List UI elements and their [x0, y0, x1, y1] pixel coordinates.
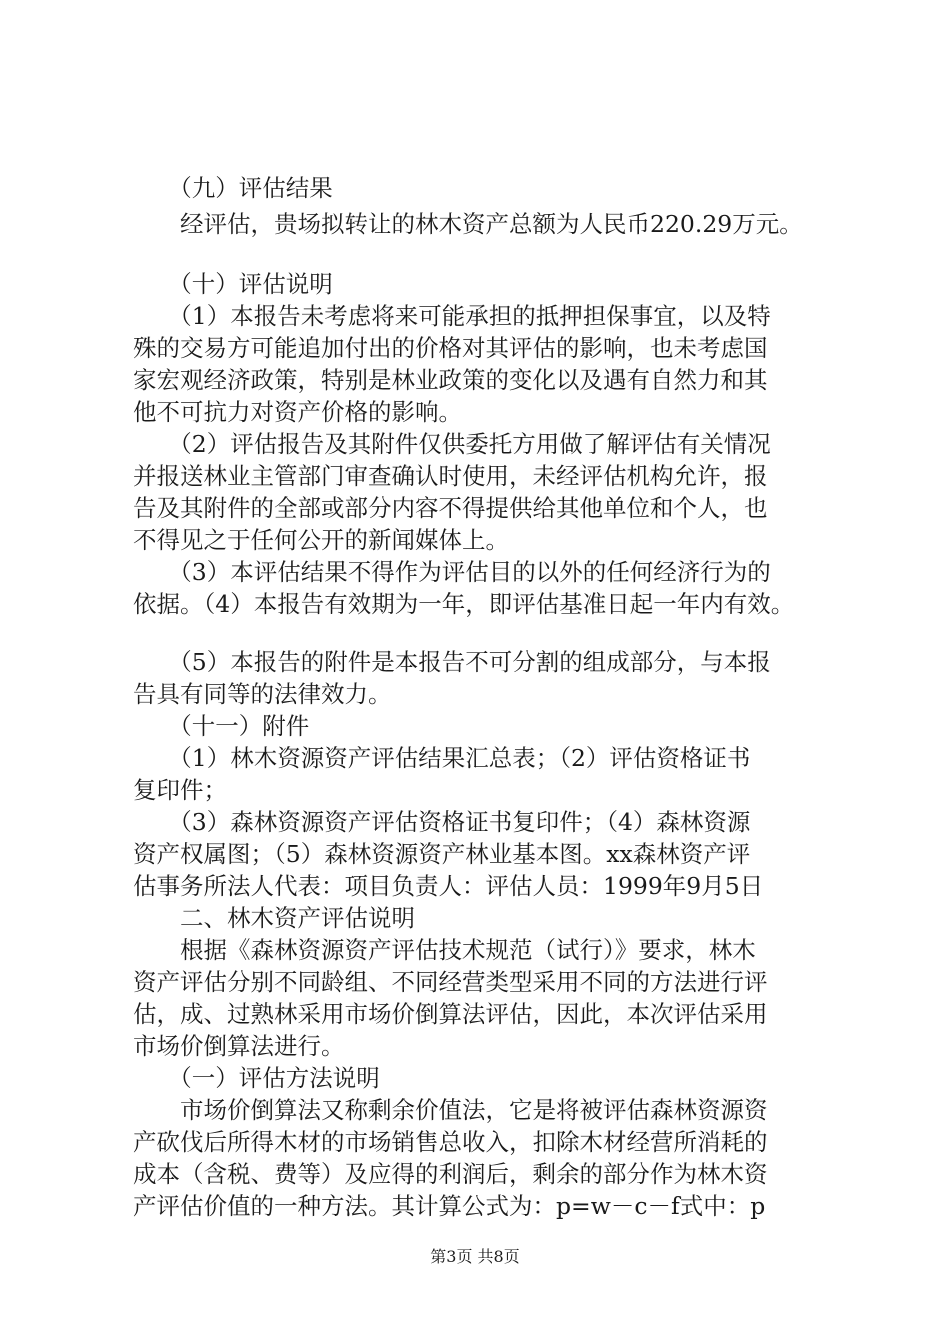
- paragraph-line: （1）林木资源资产评估结果汇总表；（2）评估资格证书: [133, 744, 751, 772]
- section-heading-10: （十）评估说明: [133, 270, 333, 298]
- section-heading-9: （九）评估结果: [133, 174, 333, 202]
- paragraph-line: 告具有同等的法律效力。: [133, 680, 392, 708]
- paragraph-line: 依据。（4）本报告有效期为一年，即评估基准日起一年内有效。: [133, 590, 795, 618]
- paragraph-line: 资产评估分别不同龄组、不同经营类型采用不同的方法进行评: [133, 968, 768, 996]
- paragraph-line: （1）本报告未考虑将来可能承担的抵押担保事宜，以及特: [133, 302, 771, 330]
- paragraph-line: 告及其附件的全部或部分内容不得提供给其他单位和个人，也: [133, 494, 768, 522]
- section-heading-11: （十一）附件: [133, 712, 310, 740]
- paragraph-line: 市场价倒算法进行。: [133, 1032, 345, 1060]
- paragraph-line: 产砍伐后所得木材的市场销售总收入，扣除木材经营所消耗的: [133, 1128, 768, 1156]
- paragraph-line: 估，成、过熟林采用市场价倒算法评估，因此，本次评估采用: [133, 1000, 768, 1028]
- paragraph-line: 不得见之于任何公开的新闻媒体上。: [133, 526, 509, 554]
- paragraph-line: 复印件；: [133, 776, 227, 804]
- paragraph-line: 产评估价值的一种方法。其计算公式为：p=w－c－f式中：p: [133, 1192, 766, 1220]
- paragraph-line: 殊的交易方可能追加付出的价格对其评估的影响，也未考虑国: [133, 334, 768, 362]
- paragraph-line: 家宏观经济政策，特别是林业政策的变化以及遇有自然力和其: [133, 366, 768, 394]
- paragraph-line: 成本（含税、费等）及应得的利润后，剩余的部分作为林木资: [133, 1160, 768, 1188]
- paragraph-line: 并报送林业主管部门审查确认时使用，未经评估机构允许，报: [133, 462, 768, 490]
- paragraph-line: （2）评估报告及其附件仅供委托方用做了解评估有关情况: [133, 430, 771, 458]
- paragraph-line: 他不可抗力对资产价格的影响。: [133, 398, 462, 426]
- paragraph-line: 资产权属图；（5）森林资源资产林业基本图。xx森林资产评: [133, 840, 751, 868]
- paragraph-line: 根据《森林资源资产评估技术规范（试行）》要求，林木: [133, 936, 756, 964]
- page-number-footer: 第3页 共8页: [430, 1247, 520, 1266]
- paragraph-line: （3）森林资源资产评估资格证书复印件；（4）森林资源: [133, 808, 751, 836]
- paragraph-line: 经评估，贵场拟转让的林木资产总额为人民币220.29万元。: [133, 210, 803, 238]
- paragraph-line: （3）本评估结果不得作为评估目的以外的任何经济行为的: [133, 558, 771, 586]
- section-heading-method: （一）评估方法说明: [133, 1064, 380, 1092]
- paragraph-line: 市场价倒算法又称剩余价值法，它是将被评估森林资源资: [133, 1096, 768, 1124]
- paragraph-line: （5）本报告的附件是本报告不可分割的组成部分，与本报: [133, 648, 771, 676]
- section-heading-2: 二、林木资产评估说明: [133, 904, 415, 932]
- paragraph-line: 估事务所法人代表：项目负责人：评估人员：1999年9月5日: [133, 872, 764, 900]
